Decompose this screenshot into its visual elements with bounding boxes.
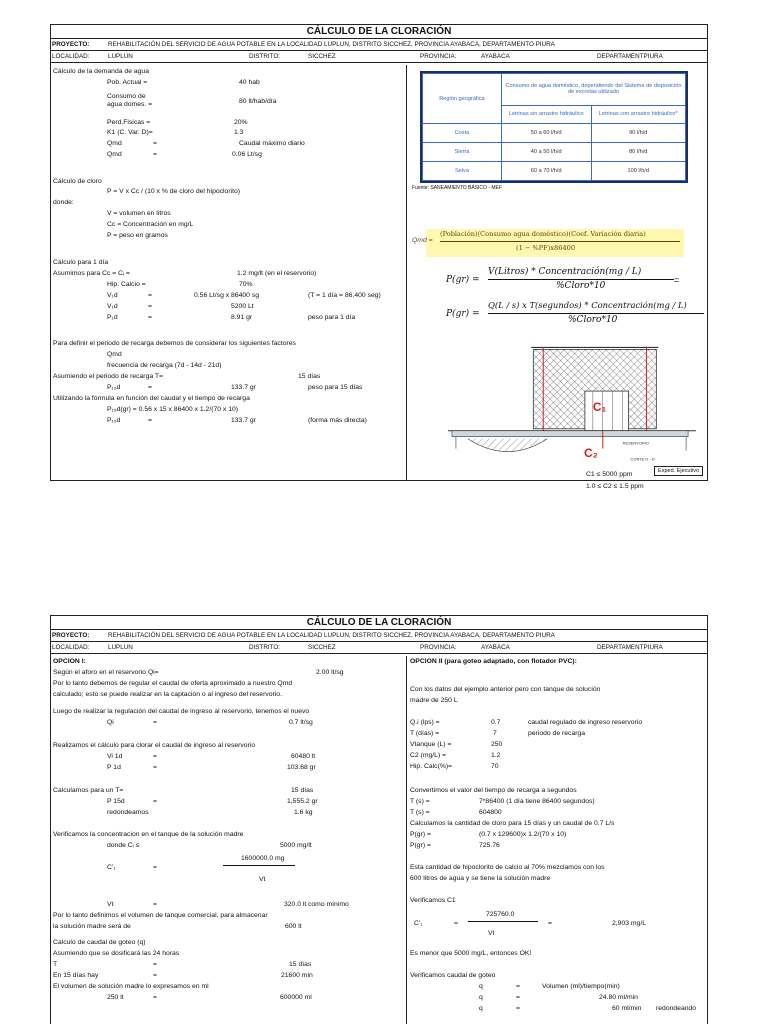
table-cell-region: Sierra <box>423 143 502 162</box>
table-header-region: Región geográfica <box>423 74 502 124</box>
text-line: q <box>479 983 483 990</box>
table-header-consumption: Consumo de agua doméstico, dependiendo del Sistema de disposición de excretas utilizado <box>501 74 685 106</box>
text-line: = <box>516 1005 520 1012</box>
text-line: 600 litros de agua y se tiene la solución madre <box>410 875 551 882</box>
text-line: 2.00 lt/sg <box>316 669 344 676</box>
fraction-bar <box>440 241 680 242</box>
text-line: 103.68 gr <box>287 764 316 771</box>
pgr-formula-2-numerator: Q(L / s) x T(segundos) * Concentración(mg / L) <box>488 300 687 310</box>
text-line: 80 lt/hab/día <box>239 98 277 105</box>
text-line: 15 días <box>289 961 312 968</box>
reference-column <box>408 65 707 490</box>
text-line: = <box>148 314 152 321</box>
text-line: 600 lt <box>285 923 302 930</box>
table-row <box>423 124 686 143</box>
text-line: T (s) = <box>410 798 430 805</box>
sheet-title: CÁLCULO DE LA CLORACIÓN <box>51 25 707 39</box>
slab <box>452 431 688 437</box>
text-line: Verificamos C1 <box>410 897 456 904</box>
text-line: 1.3 <box>234 129 244 136</box>
text-line: Para definir el periodo de recarga debemos de considerar los siguientes factores <box>53 340 296 347</box>
text-line: Es menor que 5000 mg/L, entonces OK! <box>410 950 532 957</box>
text-line: 1.6 kg <box>294 809 313 816</box>
text-line: = <box>153 798 157 805</box>
text-line: 133.7 gr <box>231 384 256 391</box>
text-line: peso para 1 día <box>308 314 356 321</box>
text-line: 2,903 mg/L <box>612 920 647 927</box>
c1-marker: C₁ <box>592 399 607 414</box>
text-line: = <box>153 719 157 726</box>
fraction-bar <box>488 279 674 280</box>
text-line: V = volumen en litros <box>107 210 171 217</box>
text-line: periodo de recarga <box>528 730 586 737</box>
text-line: Con los datos del ejemplo anterior pero con tanque de solución <box>410 686 601 693</box>
text-line: Hip. Calcio = <box>107 281 146 288</box>
qmd-formula-denominator: (1 − %PF)x86400 <box>516 244 576 252</box>
text-line: Calculo de caudal de goteo (q) <box>53 939 146 946</box>
table-cell: 90 l/h/d <box>591 124 686 143</box>
text-line: Cálculo para 1 día <box>53 259 109 266</box>
text-line: = <box>153 994 157 1001</box>
table-cell-region: Selva <box>423 162 502 181</box>
table-cell: 80 l/h/d <box>591 143 686 162</box>
text-line: = <box>516 994 520 1001</box>
text-line: (T = 1 día = 86,400 seg) <box>308 292 381 299</box>
text-line: P₁₅d <box>107 384 121 391</box>
c1b-numerator: 725760.0 <box>486 911 515 918</box>
text-line: 8.91 gr <box>231 314 253 321</box>
option-1-column <box>51 656 407 1024</box>
text-line: = <box>153 753 157 760</box>
section-label: CORTE D - D' <box>630 456 656 462</box>
water-consumption-table <box>420 71 688 183</box>
text-line: caudal regulado de ingreso reservorio <box>528 719 643 726</box>
text-line: 0.7 <box>491 719 501 726</box>
locality-value: LUPLUN <box>108 644 133 651</box>
text-line: agua domes. = <box>107 101 153 108</box>
text-line: = <box>516 983 520 990</box>
text-line: Vt <box>107 901 114 908</box>
text-line: Por lo tanto definimos el volumen de tanque comercial, para almacenar <box>53 912 268 919</box>
table-header-col2: Letrinas con arrastre hidráulico* <box>591 105 686 124</box>
text-line: P₁₅d(gr) = 0.56 x 15 x 86400 x 1.2/(70 x 10) <box>107 406 239 413</box>
pgr-formula-1-numerator: V(Litros) * Concentración(mg / L) <box>488 267 642 277</box>
text-line: C2 (mg/L) = <box>410 752 447 759</box>
text-line: q <box>479 994 483 1001</box>
text-line: (forma más directa) <box>308 417 367 424</box>
text-line: P 1d <box>107 764 121 771</box>
text-line: P = peso en gramos <box>107 232 168 239</box>
district-label: DISTRITO: <box>249 644 281 651</box>
text-line: P(gr) = <box>410 831 431 838</box>
text-line: 7*86400 (1 día tiene 86400 segundos) <box>479 798 595 805</box>
table-cell: 40 a 50 l/h/d <box>501 143 591 162</box>
fraction-bar <box>223 865 295 866</box>
text-line: Calculamos la cantidad de cloro para 15 días y un caudal de 0.7 L/s <box>410 820 615 827</box>
table-cell: 60 a 70 l/h/d <box>501 162 591 181</box>
table-cell-region: Costa <box>423 124 502 143</box>
text-line: Asumiendo que se dosificará las 24 horas <box>53 950 180 957</box>
text-line: redondeando <box>656 1005 697 1012</box>
text-line: Luego de realizar la regulación del caudal de ingreso al reservorio, tenemos el nuevo <box>53 708 310 715</box>
text-line: = <box>148 417 152 424</box>
table-cell: 100 l/h/d <box>591 162 686 181</box>
text-line: T <box>53 961 58 968</box>
text-line: Utilizando la fórmula en función del caudal y el tiempo de recarga <box>53 395 250 402</box>
text-line: 320.0 lt <box>284 901 307 908</box>
text-line: C'₁ <box>414 920 423 927</box>
text-line: q <box>479 1005 483 1012</box>
text-line: 1,555.2 gr <box>287 798 318 805</box>
solution-tank <box>585 391 629 431</box>
text-line: = <box>153 151 157 158</box>
text-line: Pob. Actual = <box>107 79 148 86</box>
exped-stamp: Exped. Ejecutivo <box>654 466 703 476</box>
text-line: K1 (C. Var. D)= <box>107 129 153 136</box>
department-label-value: DEPARTAMENTPIURA <box>597 53 663 60</box>
locality-value: LUPLUN <box>108 53 133 60</box>
text-line: = <box>153 901 157 908</box>
locality-label: LOCALIDAD: <box>52 644 90 651</box>
text-line: 250 lt <box>107 994 124 1001</box>
text-line: calculado; esto se puede realizar en la captación o al ingreso del reservorio. <box>53 691 282 698</box>
project-label: PROYECTO: <box>52 632 90 639</box>
location-row <box>51 642 707 654</box>
text-line: C'₁ <box>107 864 116 871</box>
text-line: = <box>454 920 458 927</box>
text-line: Verificamos caudal de goteo <box>410 972 496 979</box>
text-line: = <box>548 920 552 927</box>
text-line: 15 días <box>291 787 314 794</box>
text-line: donde: <box>53 199 74 206</box>
text-line: En 15 días hay <box>53 972 99 979</box>
text-line: T (s) = <box>410 809 430 816</box>
text-line: 60480 lt <box>291 753 316 760</box>
sheet-body <box>51 656 707 1024</box>
text-line: Convertimos el valor del tiempo de recarga a segundos <box>410 787 577 794</box>
text-line: = <box>153 764 157 771</box>
text-line: Q.i (lps) = <box>410 719 440 726</box>
text-line: V₁d <box>107 303 118 310</box>
text-line: Realizamos el cálculo para clorar el caudal de ingreso al reservorio <box>53 742 256 749</box>
sheet-title: CÁLCULO DE LA CLORACIÓN <box>51 616 707 630</box>
text-line: 600000 ml <box>280 994 312 1001</box>
reservoir-section-drawing <box>448 327 698 477</box>
text-line: 725.76 <box>479 842 500 849</box>
project-row <box>51 630 707 642</box>
text-line: Cálculo de la demanda de agua <box>53 68 149 75</box>
text-line: (0.7 x 129600)x 1.2/(70 x 10) <box>479 831 567 838</box>
text-line: P₁d <box>107 314 118 321</box>
pgr-formula-2-denominator: %Cloro*10 <box>568 315 618 325</box>
text-line: 70% <box>239 281 253 288</box>
calculation-column <box>51 65 407 480</box>
district-value: SICCHEZ <box>308 644 336 651</box>
text-line: Caudal máximo diario <box>239 140 305 147</box>
text-line: Volumen (ml)/tiempo(min) <box>542 983 620 990</box>
text-line: 133.7 gr <box>231 417 256 424</box>
department-label-value: DEPARTAMENTPIURA <box>597 644 663 651</box>
text-line: la solución madre será de <box>53 923 131 930</box>
text-line: Consumo de <box>107 93 146 100</box>
text-line: Calculamos para un T= <box>53 787 124 794</box>
text-line: 0.7 lt/sg <box>289 719 313 726</box>
c2-limit: 1.0 ≤ C2 ≤ 1.5 ppm <box>586 483 644 490</box>
district-value: SICCHEZ <box>308 53 336 60</box>
table-source: Fuente: SANEAMIENTO BÁSICO - MEF <box>412 185 502 191</box>
text-line: = <box>153 961 157 968</box>
text-line: Vtanque (L) = <box>410 741 452 748</box>
text-line: Vt <box>488 930 495 937</box>
option-2-column <box>408 656 707 1024</box>
district-label: DISTRITO: <box>249 53 281 60</box>
c1-limit: C1 ≤ 5000 ppm <box>586 471 633 478</box>
text-line: 24.80 ml/min <box>599 994 638 1001</box>
text-line: Qmd <box>107 351 122 358</box>
province-label: PROVINCIA: <box>420 644 457 651</box>
qmd-formula-lhs: Qmd = <box>412 237 433 244</box>
text-line: P₁₅d <box>107 417 121 424</box>
reservoir-label: RESERVORIO <box>622 440 649 446</box>
text-line: frecuencia de recarga (7d - 14d - 21d) <box>107 362 222 369</box>
qmd-formula <box>412 229 684 257</box>
text-line: Qi <box>107 719 114 726</box>
text-line: El volumen de solución madre lo expresamos en ml <box>53 983 209 990</box>
text-line: Esta cantidad de hipoclorito de calcio al 70% mezclamos con los <box>410 864 605 871</box>
qmd-formula-numerator: (Población)(Consumo agua doméstico)(Coef. Variación diaria) <box>440 230 646 238</box>
text-line: como mínimo <box>308 901 349 908</box>
project-value: REHABILITACIÓN DEL SERVICIO DE AGUA POTABLE EN LA LOCALIDAD LUPLUN, DISTRITO SICCHEZ, PROVINCIA AYABACA, DEPARTAMENTO PIURA <box>108 41 555 48</box>
text-line: 20% <box>234 119 248 126</box>
text-line: redondeamos <box>107 809 149 816</box>
province-value: AYABACA <box>481 53 510 60</box>
text-line: T (días) = <box>410 730 440 737</box>
fraction-bar <box>488 313 704 314</box>
text-line: = <box>148 384 152 391</box>
calculation-sheet-2 <box>50 615 708 1024</box>
text-line: Hip. Calc(%)= <box>410 763 453 770</box>
text-line: 250 <box>491 741 503 748</box>
text-line: Qmd <box>107 140 122 147</box>
text-line: donde Cᵢ ≤ <box>107 842 140 849</box>
text-line: 604800 <box>479 809 502 816</box>
text-line: 60 ml/min <box>612 1005 642 1012</box>
text-line: OPCION I: <box>53 658 86 665</box>
equals-sign: = <box>674 275 680 285</box>
text-line: Cálculo de cloro <box>53 178 102 185</box>
text-line: Asumiendo el periodo de recarga T= <box>53 373 164 380</box>
text-line: = <box>148 292 152 299</box>
text-line: madre de 250 L <box>410 697 458 704</box>
text-line: 1.2 <box>491 752 501 759</box>
pgr-formula-1-lhs: P(gr) = <box>446 275 480 285</box>
text-line: 5200 Lt <box>231 303 254 310</box>
table-header-col1: Letrinas sin arrastre hidráulico <box>501 105 591 124</box>
text-line: 21600 min <box>281 972 313 979</box>
province-label: PROVINCIA: <box>420 53 457 60</box>
text-line: P 15d <box>107 798 125 805</box>
text-line: V₁d <box>107 292 118 299</box>
project-label: PROYECTO: <box>52 41 90 48</box>
table-row <box>423 162 686 181</box>
text-line: Perd.Fisicas = <box>107 119 151 126</box>
reservoir-bowl <box>468 439 547 452</box>
text-line: OPCION II (para goteo adaptado, con flotador PVC): <box>410 658 577 665</box>
text-line: Verificamos la concentracion en el tanque de la solución madre <box>53 831 244 838</box>
text-line: P(gr) = <box>410 842 431 849</box>
table-cell: 50 a 60 l/h/d <box>501 124 591 143</box>
locality-label: LOCALIDAD: <box>52 53 90 60</box>
text-line: 1.2 mg/lt (en el reservorio) <box>237 270 317 277</box>
text-line: = <box>153 140 157 147</box>
sheet-body <box>51 65 707 490</box>
text-line: Cc = Concentración en mg/L <box>107 221 194 228</box>
pgr-formula-2-lhs: P(gr) = <box>446 309 480 319</box>
text-line: 5000 mg/lt <box>280 842 312 849</box>
text-line: = <box>153 972 157 979</box>
text-line: Según el aforo en el reservorio Qi= <box>53 669 159 676</box>
text-line: Vi 1d <box>107 753 123 760</box>
text-line: 0.56 Lt/sg x 86400 sg <box>194 292 259 299</box>
text-line: 15 días <box>298 373 321 380</box>
text-line: P = V x Cc / (10 x % de cloro del hipoclorito) <box>107 188 241 195</box>
calculation-sheet-1 <box>50 24 708 490</box>
c2-marker: C₂ <box>584 446 598 460</box>
project-value: REHABILITACIÓN DEL SERVICIO DE AGUA POTABLE EN LA LOCALIDAD LUPLUN, DISTRITO SICCHEZ, PROVINCIA AYABACA, DEPARTAMENTO PIURA <box>108 632 555 639</box>
province-value: AYABACA <box>481 644 510 651</box>
text-line: 40 hab <box>239 79 260 86</box>
location-row <box>51 51 707 63</box>
text-line: Asumimos para Cc = Cᵢ = <box>53 270 130 277</box>
text-line: 0.06 Lt/sg <box>232 151 262 158</box>
project-row <box>51 39 707 51</box>
text-line: peso para 15 días <box>308 384 363 391</box>
text-line: = <box>153 864 157 871</box>
pgr-formula-1-denominator: %Cloro*10 <box>556 281 606 291</box>
text-line: = <box>148 303 152 310</box>
fraction-bar <box>468 921 538 922</box>
text-line: 7 <box>493 730 497 737</box>
text-line: 70 <box>491 763 499 770</box>
text-line: Vt <box>259 876 266 883</box>
text-line: Qmd <box>107 151 122 158</box>
table-row <box>423 143 686 162</box>
c1-numerator: 1600000.0 mg <box>241 855 285 862</box>
text-line: Por lo tanto debemos de regular el caudal de oferta aproximado a nuestro Qmd <box>53 680 293 687</box>
